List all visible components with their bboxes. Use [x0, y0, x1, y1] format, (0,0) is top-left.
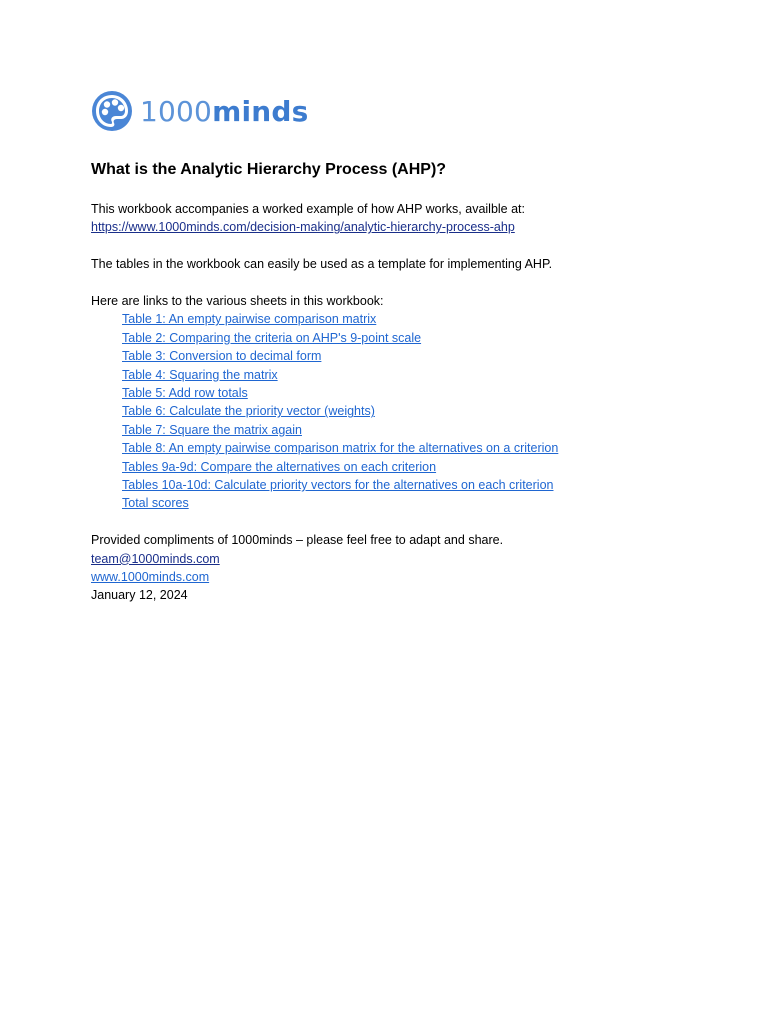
date-text: January 12, 2024 — [91, 588, 188, 603]
sheet-link-table-6[interactable]: Table 6: Calculate the priority vector (weights) — [122, 404, 375, 419]
sheet-link-table-1[interactable]: Table 1: An empty pairwise comparison matrix — [122, 312, 377, 327]
document-page — [91, 88, 711, 605]
sheet-link-table-8[interactable]: Table 8: An empty pairwise comparison matrix for the alternatives on a criterion — [122, 441, 559, 456]
brand-logo — [91, 88, 711, 134]
sheet-link-table-7[interactable]: Table 7: Square the matrix again — [122, 422, 302, 437]
ahp-article-link[interactable]: https://www.1000minds.com/decision-making/analytic-hierarchy-process-ahp — [91, 220, 515, 235]
page-title: What is the Analytic Hierarchy Process (AHP)? — [91, 161, 447, 178]
logo-number: 1000 — [140, 94, 213, 128]
intro-text: This workbook accompanies a worked example of how AHP works, availble at: — [91, 202, 526, 216]
email-link[interactable]: team@1000minds.com — [91, 551, 220, 566]
credit-text: Provided compliments of 1000minds – please feel free to adapt and share. — [91, 533, 504, 548]
sheet-link-table-2[interactable]: Table 2: Comparing the criteria on AHP's 9-point scale — [122, 330, 422, 345]
logo-word: minds — [212, 94, 309, 128]
template-note: The tables in the workbook can easily be used as a template for implementing AHP. — [91, 257, 553, 272]
sheet-link-total-scores[interactable]: Total scores — [122, 496, 189, 511]
sheet-link-tables-10[interactable]: Tables 10a-10d: Calculate priority vectors for the alternatives on each criterion — [122, 478, 554, 493]
logo-wordmark — [140, 95, 308, 128]
links-heading: Here are links to the various sheets in this workbook: — [91, 294, 384, 308]
sheet-link-tables-9[interactable]: Tables 9a-9d: Compare the alternatives on each criterion — [122, 459, 437, 474]
sheet-link-table-3[interactable]: Table 3: Conversion to decimal form — [122, 349, 322, 364]
sheet-link-table-5[interactable]: Table 5: Add row totals — [122, 386, 248, 401]
palette-icon — [91, 90, 133, 132]
sheet-link-table-4[interactable]: Table 4: Squaring the matrix — [122, 367, 278, 382]
website-link[interactable]: www.1000minds.com — [91, 570, 210, 585]
